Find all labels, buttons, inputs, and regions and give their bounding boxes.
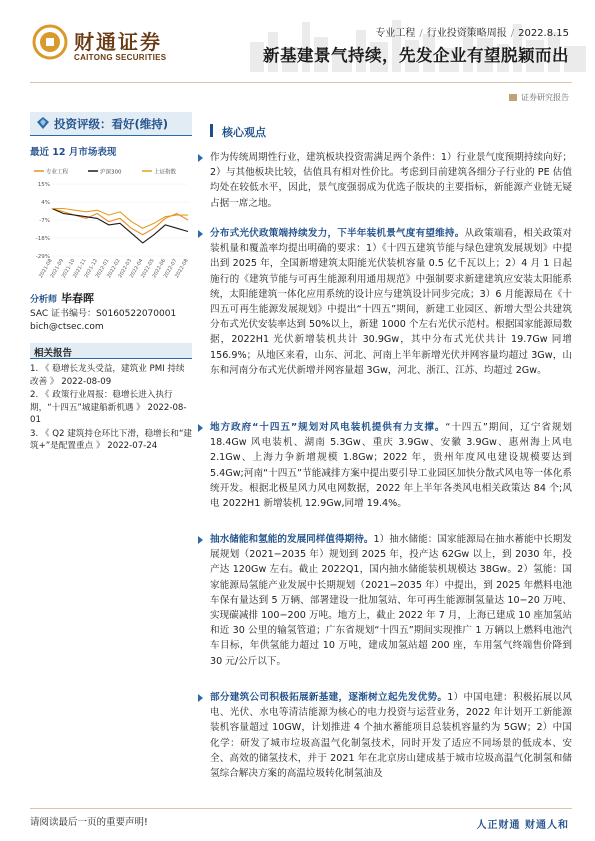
footer-slogan: 人正财通 财通人和 bbox=[476, 820, 569, 831]
series-line bbox=[52, 209, 188, 243]
related-report-item[interactable]: 1. 《 稳增长龙头受益，建筑业 PMI 持续改善 》 2022-08-09 bbox=[30, 364, 185, 387]
doc-type-label: 证券研究报告 bbox=[509, 92, 569, 103]
x-tick-label: 2021-08 bbox=[38, 258, 54, 280]
main-content bbox=[210, 122, 572, 140]
x-tick-label: 2022-03 bbox=[117, 258, 134, 280]
x-tick-label: 2021-11 bbox=[72, 258, 88, 280]
paragraph-5: 部分建筑公司积极拓展新基建，逐渐树立起先发优势。1）中国电建：积极拓展以风电、光伏、水电等清洁能源为核心的电力投资与运营业务，2022 年计划开工新能源装机容量超过 10GW，计划推进 4 个抽水蓄能项目总装机容量约为 5GW；2）中国化学：研发了城市垃圾高温气化制氢技术，同时开发了适应不同场景的低成本、安全、高效的储氢技术，并于 2021 年在北京房山建成基于城市垃圾高温气化制氢和储氢综合解决方案的高温垃圾转化制氢油及 bbox=[210, 690, 572, 781]
x-tick-label: 2021-10 bbox=[60, 258, 77, 280]
logo-chinese-name: 财通证券 bbox=[74, 30, 162, 54]
sidebar bbox=[30, 112, 192, 294]
footer-disclaimer: 请阅读最后一页的重要声明! bbox=[30, 817, 148, 828]
legend-label: 上证指数 bbox=[154, 169, 177, 176]
x-tick-label: 2022-08 bbox=[174, 258, 190, 280]
bullet-icon bbox=[198, 230, 203, 238]
company-logo bbox=[32, 24, 182, 66]
y-tick-label: -18% bbox=[35, 236, 50, 242]
report-type: 行业投资策略周报 bbox=[426, 28, 507, 39]
y-tick-label: 4% bbox=[41, 200, 50, 206]
report-title: 新基建景气持续，先发企业有望脱颖而出 bbox=[263, 46, 569, 65]
market-performance-chart bbox=[30, 164, 192, 294]
x-tick-label: 2022-06 bbox=[151, 258, 168, 280]
core-view-title: 核心观点 bbox=[222, 126, 266, 139]
bullet-icon bbox=[198, 154, 203, 162]
rating-box bbox=[30, 112, 192, 136]
related-reports-list bbox=[30, 363, 192, 453]
y-tick-label: 15% bbox=[37, 182, 50, 188]
x-tick-label: 2022-02 bbox=[106, 258, 122, 280]
analyst-name: 毕春晖 bbox=[61, 292, 95, 305]
legend-label: 沪深300 bbox=[100, 169, 122, 176]
logo-mark-icon bbox=[32, 24, 68, 60]
bullet-icon bbox=[198, 424, 203, 432]
logo-english-name: CAITONG SECURITIES bbox=[74, 53, 167, 62]
related-report-item[interactable]: 2. 《 政策行业周报：稳增长进入执行期，“十四五”城建船新机遇 》 2022-08-01 bbox=[30, 390, 187, 425]
bullet-icon bbox=[198, 694, 203, 702]
x-tick-label: 2021-09 bbox=[49, 258, 66, 280]
x-tick-label: 2022-01 bbox=[94, 258, 111, 280]
y-tick-label: -7% bbox=[39, 218, 50, 224]
core-view-heading bbox=[210, 122, 572, 140]
analyst-info bbox=[30, 292, 192, 335]
report-header bbox=[0, 0, 595, 102]
x-tick-label: 2021-12 bbox=[83, 258, 100, 280]
legend-label: 专业工程 bbox=[46, 169, 69, 176]
rating-text: 投资评级：看好(维持) bbox=[54, 117, 169, 131]
report-meta-line: 专业工程 / 行业投资策略周报 / 2022.8.15 bbox=[375, 28, 569, 39]
heading-accent-bar bbox=[210, 124, 213, 137]
performance-title: 最近 12 月市场表现 bbox=[30, 147, 117, 158]
report-category: 专业工程 bbox=[375, 28, 416, 39]
diamond-icon bbox=[36, 116, 50, 130]
footer-divider bbox=[30, 808, 572, 809]
y-tick-label: -29% bbox=[35, 254, 50, 260]
related-reports bbox=[30, 343, 192, 454]
report-date: 2022.8.15 bbox=[518, 28, 569, 39]
document-icon bbox=[509, 94, 517, 101]
x-tick-label: 2022-05 bbox=[140, 258, 156, 280]
related-report-item[interactable]: 3. 《 Q2 建筑持仓环比下滑，稳增长和“建筑+”是配置重点 》 2022-07-24 bbox=[30, 428, 192, 451]
analyst-sac: SAC 证书编号：S0160522070001 bbox=[30, 308, 177, 319]
analyst-label: 分析师 bbox=[30, 295, 58, 305]
x-tick-label: 2022-07 bbox=[162, 258, 179, 280]
chart-svg bbox=[30, 164, 192, 294]
paragraph-1: 作为传统周期性行业，建筑板块投资需满足两个条件：1）行业景气度预期持续向好；2）与其他板块比较，估值具有相对性价比。考虑到目前建筑各细分子行业的 PE 估值均处在较低水平，因此，景气度强弱成为优选子版块的主要指标，新能源产业链无疑占据一席之地。 bbox=[210, 150, 572, 211]
x-tick-label: 2022-04 bbox=[128, 258, 145, 280]
analyst-email[interactable]: bich@ctsec.com bbox=[30, 322, 104, 332]
header-divider bbox=[30, 82, 572, 83]
related-reports-heading: 相关报告 bbox=[30, 343, 192, 359]
paragraph-3: 地方政府“十四五”规划对风电装机提供有力支撑。“十四五”期间，辽宁省规划 18.4Gw 风电装机、湖南 5.3Gw、重庆 3.9Gw、安徽 3.9Gw、惠州海上风电 2.1Gw、上海力争新增规模 1.8Gw；2022 年，贵州年度风电建设规模要达到 5.4Gw;河南“十四五”节能减排方案中提出要引导工业园区加快分散式风电等一体化系统开发。根据北极星风力风电网数据，2022 年上半年各类风电相关政策达 84 个;风电 2022H1 新增装机 12.9Gw,同增 19.4%。 bbox=[210, 420, 572, 511]
bullet-icon bbox=[198, 536, 203, 544]
paragraph-2: 分布式光伏政策端持续发力，下半年装机景气度有望维持。从政策端看，相关政策对装机量和覆盖率均提出明确的要求：1）《十四五建筑节能与绿色建筑发展规划》中提出到 2025 年，全国新增建筑太阳能光伏装机容量 0.5 亿千瓦以上；2）4 月 1 日起施行的《建筑节能与可再生能源利用通用规范》中强制要求新建建筑应安装太阳能系统，太阳能建筑一体化应用系统的设计应与建筑设计同步完成；3）6 月能源局在《十四五可再生能源发展规划》中提出“十四五”期间，新建工业园区、新增大型公共建筑分布式光伏安装率达到 50%以上，新建 1000 个左右光伏示范村。根据国家能源局数据，2022H1 光伏新增装机共计 30.9Gw，其中分布式光伏共计 19.7Gw 同增 156.9%；从地区来看，山东、河北、河南上半年新增光伏并网容量均超过 3Gw，山东和河南分布式光伏新增并网容量超 3Gw，河北、浙江、江苏、均超过 2Gw。 bbox=[210, 226, 572, 378]
paragraph-4: 抽水储能和氢能的发展同样值得期待。1）抽水储能：国家能源局在抽水蓄能中长期发展规划（2021−2035 年）规划到 2025 年，投产达 62Gw 以上，到 2030 年，投产达 120Gw 左右。截止 2022Q1，国内抽水储能装机规模达 38Gw。2）氢能：国家能源局氢能产业发展中长期规划（2021−2035 年）中提出，到 2025 年燃料电池车保有量达到 5 万辆、部署建设一批加氢站、年可再生能源制氢量达 10−20 万吨、实现碳减排 100−200 万吨。地方上，截止 2022 年 7 月，上海已建成 10 座加氢站和近 30 公里的输氢管道；广东省规划“十四五”期间实现推广 1 万辆以上燃料电池汽车目标，年供氢能力超过 10 万吨，建成加氢站超 200 座，车用氢气终端售价降到 30 元/公斤以下。 bbox=[210, 532, 572, 669]
